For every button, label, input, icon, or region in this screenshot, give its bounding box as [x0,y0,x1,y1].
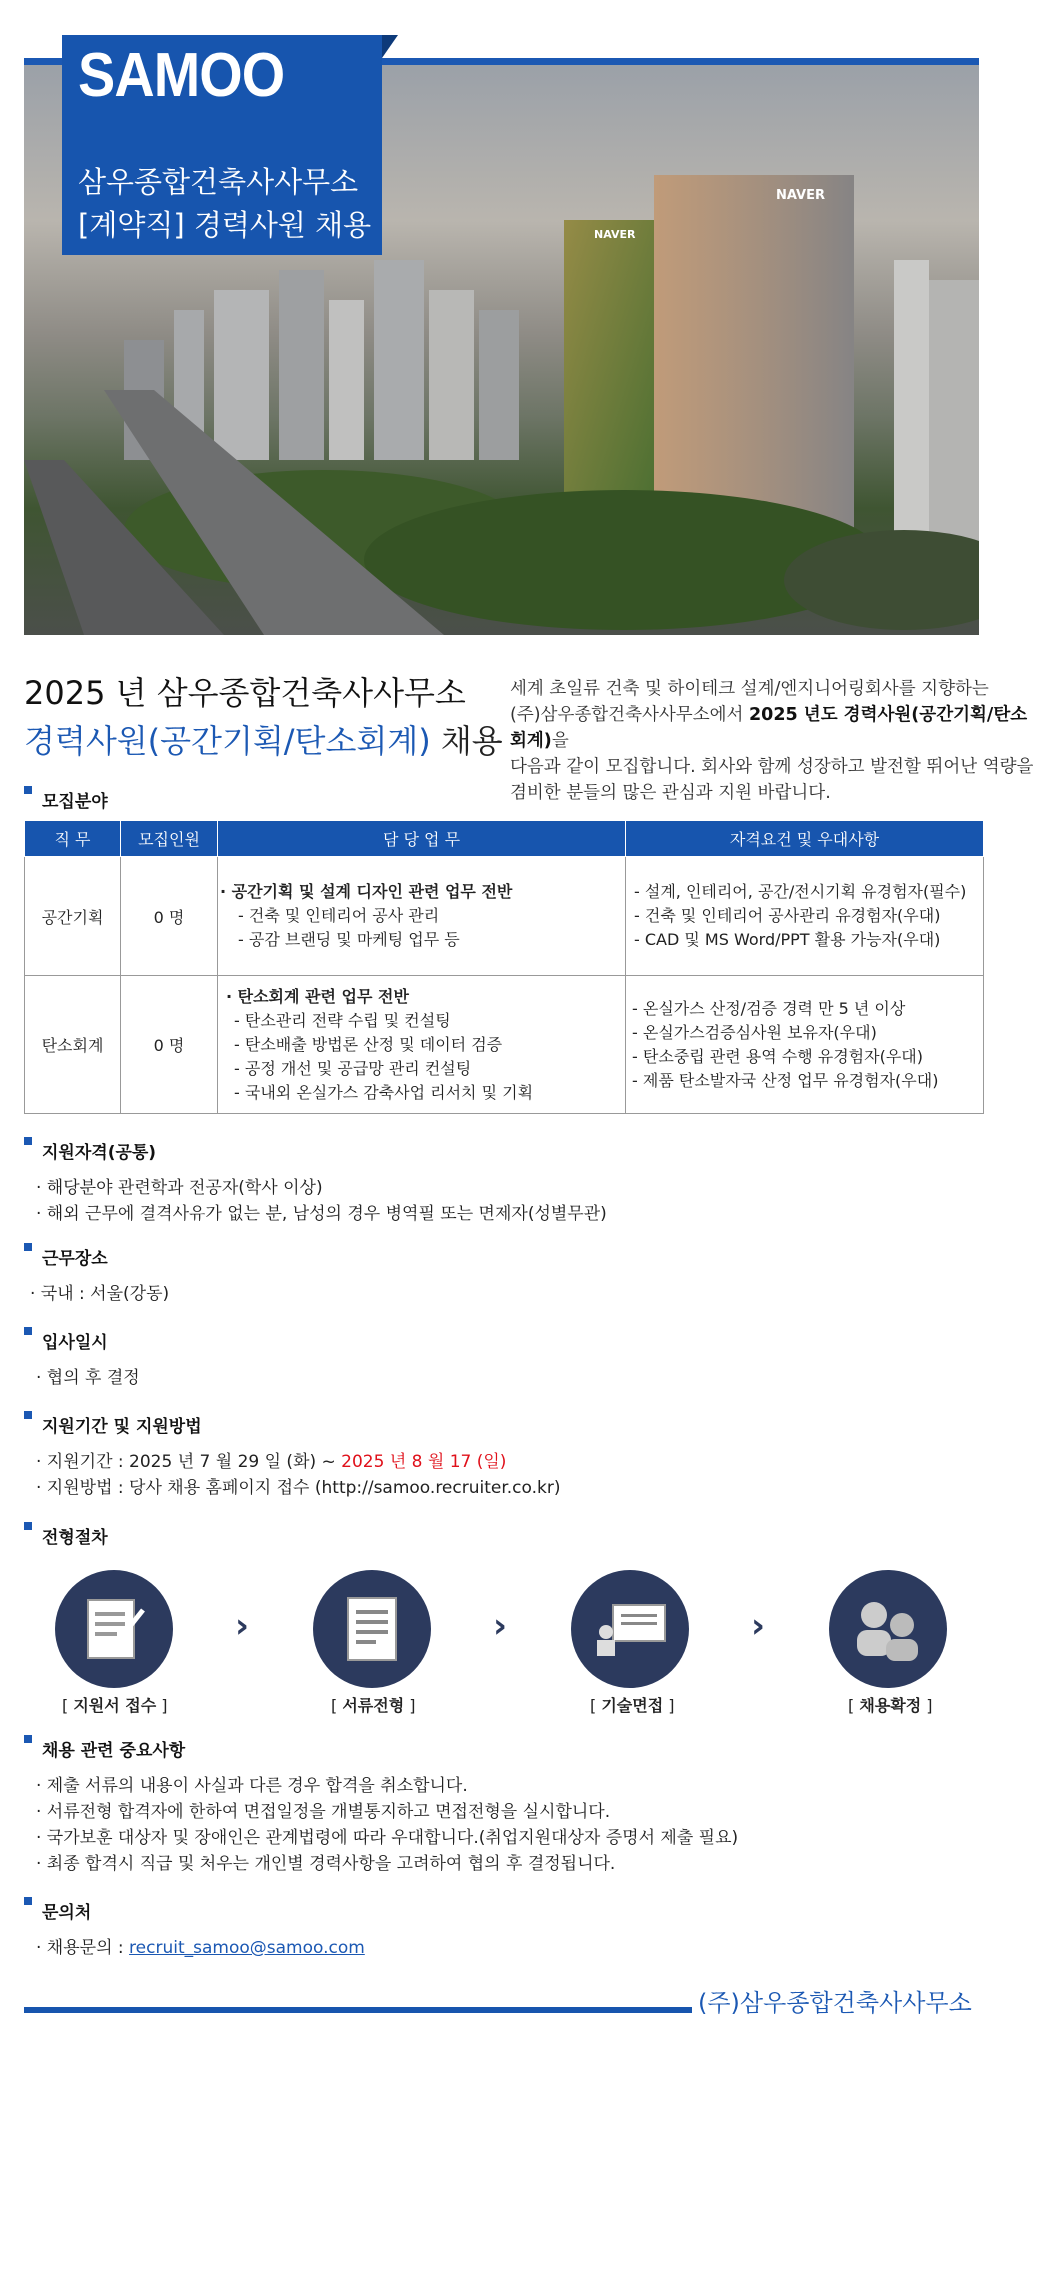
location-text: · 국내 : 서울(강동) [30,1284,170,1304]
chevron-right-icon: › [751,1606,766,1646]
samoo-logo: SAMOO [78,41,285,110]
section-contact: 문의처 [24,1898,91,1923]
note-item: · 서류전형 합격자에 한하여 면접일정을 개별통지하고 면접전형을 실시합니다. [36,1802,611,1822]
footer-bar [24,2007,692,2013]
table-header: 모집인원 [121,821,218,857]
method-text: · 지원방법 : 당사 채용 홈페이지 접수 (http://samoo.recruiter.co.kr) [36,1478,561,1498]
qualification-item: · 해외 근무에 결격사유가 없는 분, 남성의 경우 병역필 또는 면제자(성별무관) [36,1204,607,1224]
deadline: 2025 년 8 월 17 (일) [341,1452,507,1472]
step-label: [ 기술면접 ] [590,1696,675,1715]
table-header: 자격요건 및 우대사항 [626,821,984,857]
page-title: 2025 년 삼우종합건축사사무소 [24,674,466,712]
presentation-icon [571,1570,689,1688]
section-period: 지원기간 및 지원방법 [24,1412,202,1437]
section-location: 근무장소 [24,1244,108,1269]
people-icon [829,1570,947,1688]
section-notes: 채용 관련 중요사항 [24,1736,185,1761]
chevron-right-icon: › [493,1606,508,1646]
page-subtitle: 경력사원(공간기획/탄소회계) 채용 [24,722,503,760]
table-header: 담 당 업 무 [218,821,626,857]
step-label: [ 지원서 접수 ] [62,1696,168,1715]
application-form-icon [55,1570,173,1688]
table-header: 직 무 [25,821,121,857]
section-qualification: 지원자격(공통) [24,1138,156,1163]
start-text: · 협의 후 결정 [36,1368,140,1388]
period-text: · 지원기간 : 2025 년 7 월 29 일 (화) ~ 2025 년 8 월 17 (일) [36,1452,507,1472]
recruit-table [24,820,984,1114]
section-process: 전형절차 [24,1523,108,1548]
table-row: 공간기획 0 명 · 공간기획 및 설계 디자인 관련 업무 전반 - 건축 및 인테리어 공사 관리 - 공감 브랜딩 및 마케팅 업무 등 - 설계, 인테리어, 공간/전시기획 유경험자(필수) - 건축 및 인테리어 공사관리 유경험자(우대) - CAD 및 MS Word/PPT 활용 가능자(우대) [25,857,984,976]
contact-line: · 채용문의 : recruit_samoo@samoo.com [36,1938,365,1958]
section-recruit: 모집분야 [24,787,108,812]
note-item: · 국가보훈 대상자 및 장애인은 관계법령에 따라 우대합니다.(취업지원대상자 증명서 제출 필요) [36,1828,739,1848]
section-start: 입사일시 [24,1328,108,1353]
contact-email-link[interactable]: recruit_samoo@samoo.com [129,1938,365,1958]
table-row: 탄소회계 0 명 · 탄소회계 관련 업무 전반 - 탄소관리 전략 수립 및 컨설팅 - 탄소배출 방법론 산정 및 데이터 검증 - 공정 개선 및 공급망 관리 컨설팅 - 국내외 온실가스 감축사업 리서치 및 기획 - 온실가스 산정/검증 경력 만 5 년 이상 - 온실가스검증심사원 보유자(우대) - 탄소중립 관련 용역 수행 유경험자(우대) - 제품 탄소발자국 산정 업무 유경험자(우대) [25,976,984,1114]
qualification-item: · 해당분야 관련학과 전공자(학사 이상) [36,1178,323,1198]
hero-recruit-line: [계약직] 경력사원 채용 [78,208,372,242]
step-label: [ 채용확정 ] [848,1696,933,1715]
tower-sign: NAVER [776,188,826,203]
hero-company: 삼우종합건축사사무소 [78,165,359,199]
chevron-right-icon: › [235,1606,250,1646]
document-review-icon [313,1570,431,1688]
footer-company: (주)삼우종합건축사사무소 [698,1989,972,2017]
step-label: [ 서류전형 ] [331,1696,416,1715]
note-item: · 최종 합격시 직급 및 처우는 개인별 경력사항을 고려하여 협의 후 결정됩니다. [36,1854,616,1874]
intro-text: 세계 초일류 건축 및 하이테크 설계/엔지니어링회사를 지향하는 (주)삼우종합건축사사무소에서 2025 년도 경력사원(공간기획/탄소회계)을 다음과 같이 모집합니다. 회사와 함께 성장하고 발전할 뛰어난 역량을 겸비한 분들의 많은 관심과 지원 바랍니다. [510,679,1034,803]
tower-sign: NAVER [594,228,636,241]
logo-fold [382,35,398,58]
note-item: · 제출 서류의 내용이 사실과 다른 경우 합격을 취소합니다. [36,1776,468,1796]
